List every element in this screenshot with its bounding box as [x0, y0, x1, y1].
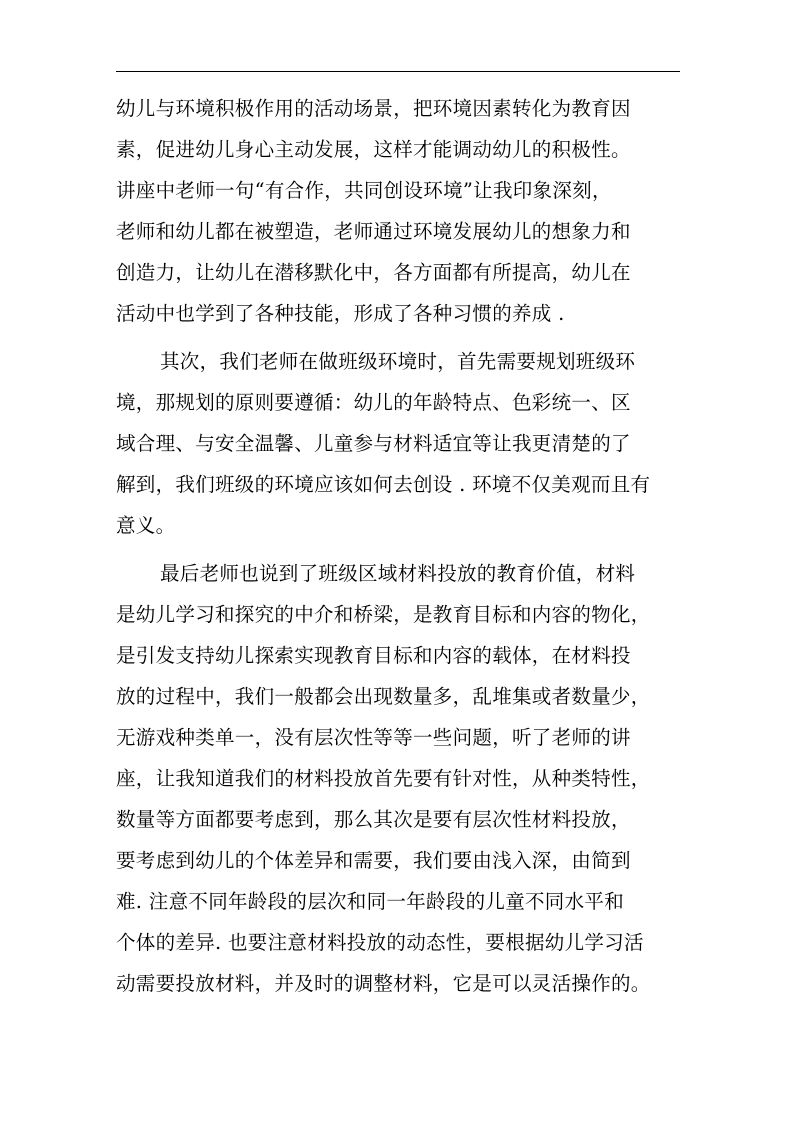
paragraph-line: 老师和幼儿都在被塑造，老师通过环境发展幼儿的想象力和 — [116, 220, 631, 243]
paragraph-line: 意义。 — [116, 514, 176, 537]
paragraph-1 — [116, 88, 686, 334]
document-body — [116, 88, 686, 1004]
paragraph-line: 域合理、与安全温馨、儿童参与材料适宜等让我更清楚的了 — [116, 432, 631, 455]
paragraph-line: 数量等方面都要考虑到，那么其次是要有层次性材料投放， — [116, 808, 631, 831]
paragraph-line: 无游戏种类单一，没有层次性等等一些问题，听了老师的讲 — [116, 726, 631, 749]
paragraph-line: 其次，我们老师在做班级环境时，首先需要规划班级环 — [160, 350, 636, 373]
paragraph-3 — [116, 553, 686, 1004]
paragraph-line: 幼儿与环境积极作用的活动场景，把环境因素转化为教育因 — [116, 97, 631, 120]
paragraph-line: 讲座中老师一句“有合作，共同创设环境”让我印象深刻， — [116, 179, 612, 202]
paragraph-line: 是引发支持幼儿探索实现教育目标和内容的载体，在材料投 — [116, 644, 631, 667]
paragraph-line: 座，让我知道我们的材料投放首先要有针对性，从种类特性， — [116, 767, 651, 790]
paragraph-line: 是幼儿学习和探究的中介和桥梁，是教育目标和内容的物化， — [116, 603, 651, 626]
paragraph-line: 放的过程中，我们一般都会出现数量多，乱堆集或者数量少， — [116, 685, 651, 708]
paragraph-line: 难. 注意不同年龄段的层次和同一年龄段的儿童不同水平和 — [116, 890, 624, 913]
paragraph-line: 创造力，让幼儿在潜移默化中，各方面都有所提高，幼儿在 — [116, 261, 631, 284]
paragraph-2 — [116, 341, 686, 546]
paragraph-line: 境，那规划的原则要遵循：幼儿的年龄特点、色彩统一、区 — [116, 391, 631, 414]
header-rule — [116, 71, 680, 72]
paragraph-line: 最后老师也说到了班级区域材料投放的教育价值，材料 — [160, 562, 636, 585]
paragraph-line: 要考虑到幼儿的个体差异和需要，我们要由浅入深，由简到 — [116, 849, 631, 872]
paragraph-line: 动需要投放材料，并及时的调整材料，它是可以灵活操作的。 — [116, 972, 651, 995]
paragraph-line: 个体的差异. 也要注意材料投放的动态性，要根据幼儿学习活 — [116, 931, 644, 954]
paragraph-line: 活动中也学到了各种技能，形成了各种习惯的养成 . — [116, 302, 565, 325]
paragraph-line: 解到，我们班级的环境应该如何去创设 . 环境不仅美观而且有 — [116, 473, 651, 496]
paragraph-line: 素，促进幼儿身心主动发展，这样才能调动幼儿的积极性。 — [116, 138, 631, 161]
